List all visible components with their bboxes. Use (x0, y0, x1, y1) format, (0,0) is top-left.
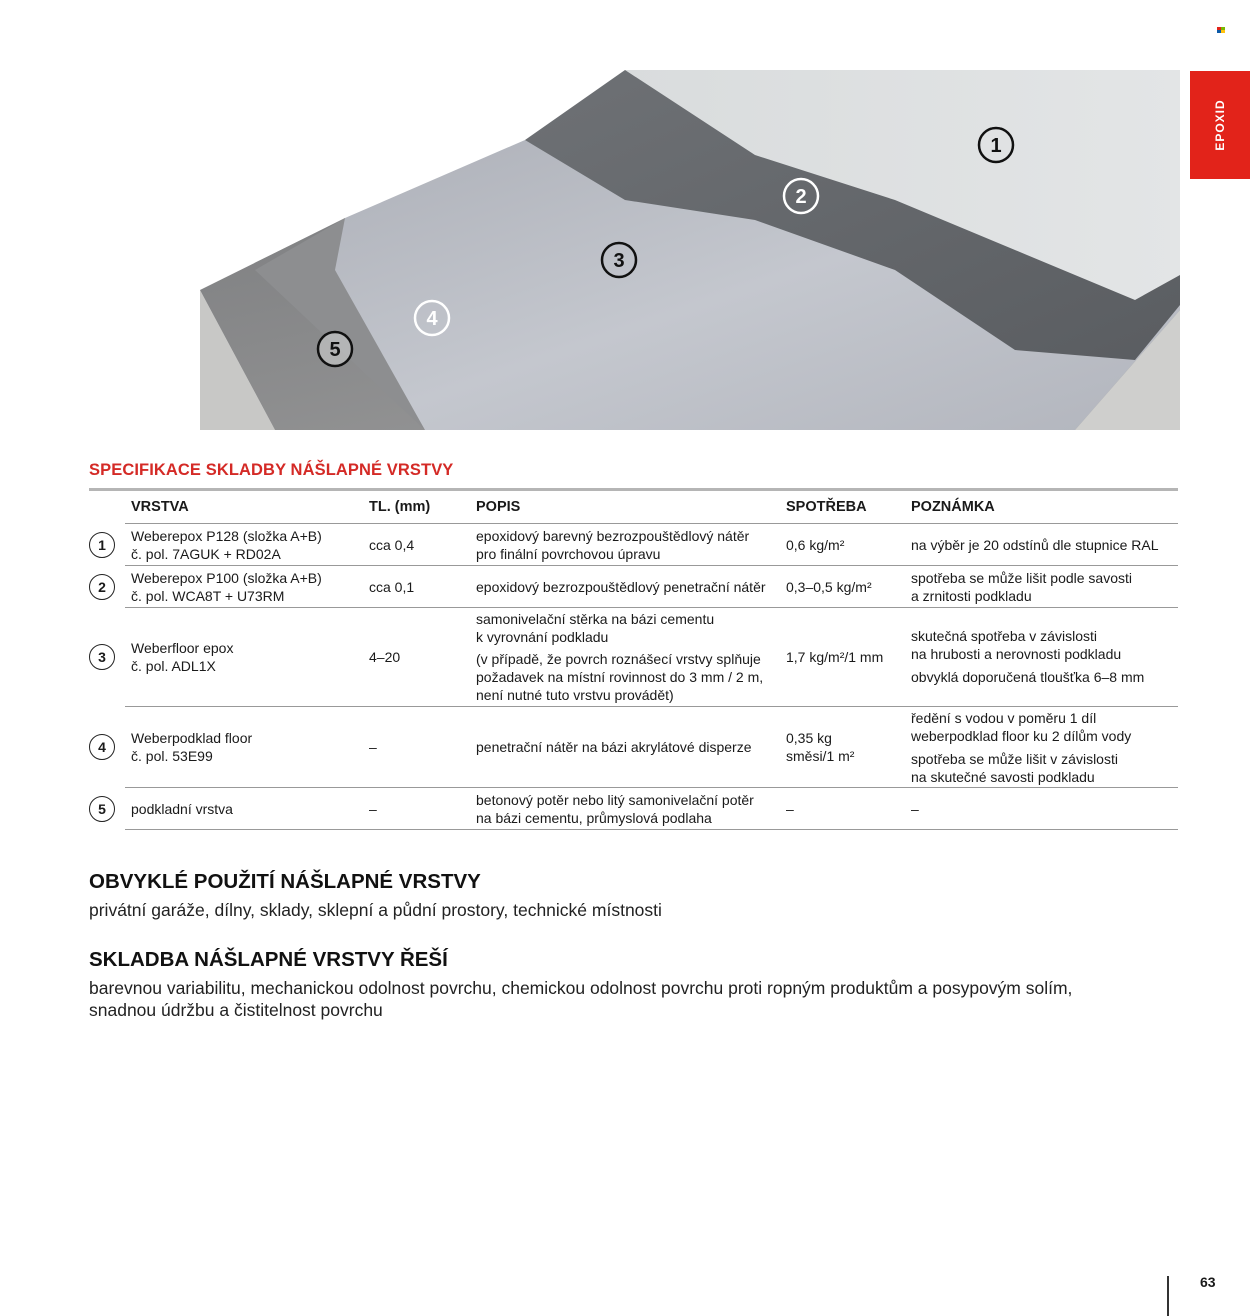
row-1-tl: cca 0,4 (369, 537, 415, 553)
page-number-divider (1167, 1276, 1169, 1316)
row-divider (125, 787, 1178, 788)
spec-title: SPECIFIKACE SKLADBY NÁŠLAPNÉ VRSTVY (89, 461, 454, 479)
row-3-popis: samonivelační stěrka na bázi cementu k vyrovnání podkladu (v případě, že povrch roznášecí vrstvy splňuje požadavek na místní rovinnost do 3 mm / 2 m, není nutné tuto vrstvu provádět) (476, 611, 764, 703)
row-divider (125, 565, 1178, 566)
svg-text:5: 5 (329, 339, 341, 361)
row-1-popis: epoxidový barevný bezrozpouštědlový nátěr pro finální povrchovou úpravu (476, 528, 750, 562)
row-5-poznamka: – (911, 801, 919, 817)
header-poznamka: POZNÁMKA (911, 499, 995, 515)
usage-title: OBVYKLÉ POUŽITÍ NÁŠLAPNÉ VRSTVY (89, 870, 481, 893)
row-2-poznamka: spotřeba se může lišit podle savosti a zrnitosti podkladu (911, 570, 1132, 604)
callout-5 (318, 332, 352, 366)
page-number: 63 (1200, 1274, 1216, 1290)
row-2-spotreba: 0,3–0,5 kg/m² (786, 579, 872, 595)
svg-text:2: 2 (795, 186, 807, 208)
row-4-vrstva: Weberpodklad floor č. pol. 53E99 (131, 730, 253, 764)
row-4-spotreba: 0,35 kg směsi/1 m² (786, 730, 855, 764)
svg-text:1: 1 (990, 135, 1002, 157)
row-4-popis: penetrační nátěr na bázi akrylátové disperze (476, 739, 752, 755)
header-vrstva: VRSTVA (131, 499, 189, 515)
row-3-vrstva: Weberfloor epox č. pol. ADL1X (131, 640, 234, 674)
solves-text: barevnou variabilitu, mechanickou odolnost povrchu, chemickou odolnost povrchu proti ropným produktům a posypovým solím, snadnou údržbu a čistitelnost povrchu (89, 978, 1073, 1020)
corner-logo (1217, 27, 1225, 34)
row-1-spotreba: 0,6 kg/m² (786, 537, 845, 553)
floor-layers-illustration (195, 70, 1180, 430)
row-4-poznamka: ředění s vodou v poměru 1 díl weberpodklad floor ku 2 dílům vody spotřeba se může lišit v závislosti na skutečné savosti podkladu (911, 710, 1132, 785)
title-divider (89, 488, 1178, 491)
row-4-tl: – (369, 739, 377, 755)
row-divider (125, 829, 1178, 830)
svg-text:4: 4 (426, 308, 438, 330)
row-3-poznamka: skutečná spotřeba v závislosti na hrubosti a nerovnosti podkladu obvyklá doporučená tloušťka 6–8 mm (911, 628, 1145, 685)
row-divider (125, 607, 1178, 608)
row-5-spotreba: – (786, 801, 794, 817)
solves-title: SKLADBA NÁŠLAPNÉ VRSTVY ŘEŠÍ (89, 948, 448, 971)
row-2-popis: epoxidový bezrozpouštědlový penetrační nátěr (476, 579, 766, 595)
side-tab (1190, 71, 1250, 179)
row-1-poznamka: na výběr je 20 odstínů dle stupnice RAL (911, 537, 1159, 553)
row-divider (125, 706, 1178, 707)
row-5-vrstva: podkladní vrstva (131, 801, 233, 817)
svg-text:3: 3 (613, 250, 625, 272)
row-5-tl: – (369, 801, 377, 817)
row-2-tl: cca 0,1 (369, 579, 415, 595)
row-3-tl: 4–20 (369, 649, 401, 665)
row-3-spotreba: 1,7 kg/m²/1 mm (786, 649, 884, 665)
row-2-vrstva: Weberepox P100 (složka A+B) č. pol. WCA8T + U73RM (131, 570, 322, 604)
side-tab-label: EPOXID (1213, 99, 1227, 151)
row-number-badge: 4 (89, 734, 115, 760)
row-number-badge: 5 (89, 796, 115, 822)
row-number-badge: 3 (89, 644, 115, 670)
header-spotreba: SPOTŘEBA (786, 499, 867, 515)
usage-text: privátní garáže, dílny, sklady, sklepní a půdní prostory, technické místnosti (89, 900, 662, 920)
row-number-badge: 2 (89, 574, 115, 600)
row-5-popis: betonový potěr nebo litý samonivelační potěr na bázi cementu, průmyslová podlaha (476, 792, 754, 826)
row-divider (125, 523, 1178, 524)
header-popis: POPIS (476, 499, 521, 515)
row-number-badge: 1 (89, 532, 115, 558)
header-tl: TL. (mm) (369, 499, 431, 515)
row-1-vrstva: Weberepox P128 (složka A+B) č. pol. 7AGUK + RD02A (131, 528, 322, 562)
